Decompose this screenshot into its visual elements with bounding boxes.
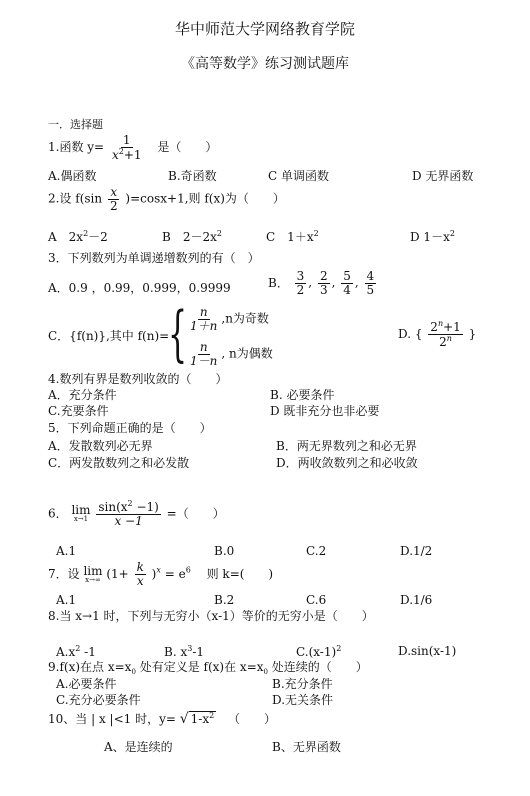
q9-option-a: A.必要条件: [56, 677, 117, 691]
q1-denominator: $x^2+1$: [111, 146, 142, 162]
question-10: 10、当 | x |<1 时，y= √ $1-x^2$ （ ）: [48, 711, 277, 727]
q5-option-c: C．两发散数列之和必发散: [48, 456, 190, 470]
q3-option-c-label: C．{f(n)},其中 f(n)=: [48, 329, 170, 343]
q2-option-a: A $2x^2-2$: [48, 229, 108, 244]
section-heading: 一．选择题: [48, 118, 103, 131]
question-3: 3．下列数列为单调递增数列的有（ ）: [48, 251, 260, 265]
q2-denominator: 2: [109, 198, 118, 213]
q2-fraction: [108, 186, 120, 212]
q8-option-d: D.sin(x-1): [398, 644, 457, 658]
question-2: [48, 186, 285, 212]
q3-option-b: B． $\frac{3}{2}$ , $\frac{2}{3}$ , $\frac{5}{4}$ , $\frac{4}{5}$: [268, 269, 375, 297]
q10-option-b: B、无界函数: [272, 740, 341, 754]
q8-option-c: $C.(x-1)^2$: [296, 644, 342, 659]
q1-option-b: B.奇函数: [168, 169, 217, 183]
q7-option-a: A.1: [56, 593, 77, 607]
q8-option-b: B. $x^3-1$: [164, 644, 205, 659]
q5-option-d: D．两收敛数列之和必收敛: [276, 456, 418, 470]
q3-option-a: A．0.9 ，0.99，0.999，0.9999: [48, 281, 231, 295]
q3-case-1: $\frac{n}{1+n}$ ,n为奇数: [190, 305, 269, 333]
q10-sqrt: √ $1-x^2$: [179, 711, 215, 727]
question-6: 6． lim x→1 $\frac{\sin(x^2 -1)}{x -1}$ =（ ）: [48, 499, 225, 528]
q1-prefix: 1.函数 y=: [48, 140, 105, 155]
q1-option-d: D 无界函数: [412, 169, 474, 183]
q4-option-b: B. 必要条件: [270, 388, 335, 402]
q7-option-b: B.2: [214, 593, 235, 607]
q3-brace: {: [168, 299, 188, 369]
q2-numerator: x: [110, 185, 118, 199]
q6-option-c: C.2: [306, 544, 327, 558]
q1-numerator: 1: [122, 133, 131, 147]
q4-option-c: C.充要条件: [48, 404, 109, 418]
q1-fraction: [110, 134, 144, 161]
q1-suffix: 是（ ）: [157, 140, 218, 155]
q5-option-a: A．发散数列必无界: [48, 439, 153, 453]
q6-option-d: D.1/2: [400, 544, 433, 558]
q10-option-a: A、是连续的: [104, 740, 173, 754]
question-5: 5．下列命题正确的是（ ）: [48, 421, 212, 435]
q9-option-c: C.充分必要条件: [56, 693, 141, 707]
document-title: 华中师范大学网络教育学院: [174, 20, 355, 38]
question-9: 9.f(x)在点 $x=x_0$ 处有定义是 f(x)在 $x=x_0$ 处连续的（ ）: [48, 660, 368, 676]
q5-option-b: B．两无界数列之和必无界: [276, 439, 417, 453]
q6-option-b: B.0: [214, 544, 235, 558]
q4-option-d: D 既非充分也非必要: [270, 404, 380, 418]
q3-case-2: $\frac{n}{1-n}$ , n为偶数: [190, 340, 273, 368]
q8-option-a: $A.x^2$ -1: [56, 644, 96, 659]
q7-option-d: D.1/6: [400, 593, 433, 607]
q9-option-b: B.充分条件: [272, 677, 333, 691]
q3-option-d: D. { $\frac{2^n+1}{2^n}$ }: [398, 319, 477, 349]
q1-option-a: A.偶函数: [48, 169, 97, 183]
q2-option-c: C $1+x^2$: [266, 229, 319, 244]
q9-option-d: D.无关条件: [272, 693, 334, 707]
q4-option-a: A．充分条件: [48, 388, 117, 402]
q1-option-c: C 单调函数: [268, 169, 329, 183]
q7-option-c: C.6: [306, 593, 327, 607]
q2-option-b: B $2-2x^2$: [162, 229, 222, 244]
question-8: 8.当 x→1 时，下列与无穷小（x-1）等价的无穷小是（ ）: [48, 609, 374, 623]
q2-suffix: )=cosx+1,则 f(x)为（ ）: [125, 191, 285, 206]
question-1: [48, 134, 217, 161]
document-subtitle: 《高等数学》练习测试题库: [181, 56, 349, 72]
q6-option-a: A.1: [56, 544, 77, 558]
question-7: 7．设 lim x→∞ (1+ $\frac{k}{x}$ )$^x = e^6$ 则 k=( ): [48, 560, 274, 588]
q2-prefix: 2.设 f(sin: [48, 191, 103, 206]
q2-option-d: D $1-x^2$: [410, 229, 455, 244]
question-4: 4.数列有界是数列收敛的（ ）: [48, 372, 228, 386]
